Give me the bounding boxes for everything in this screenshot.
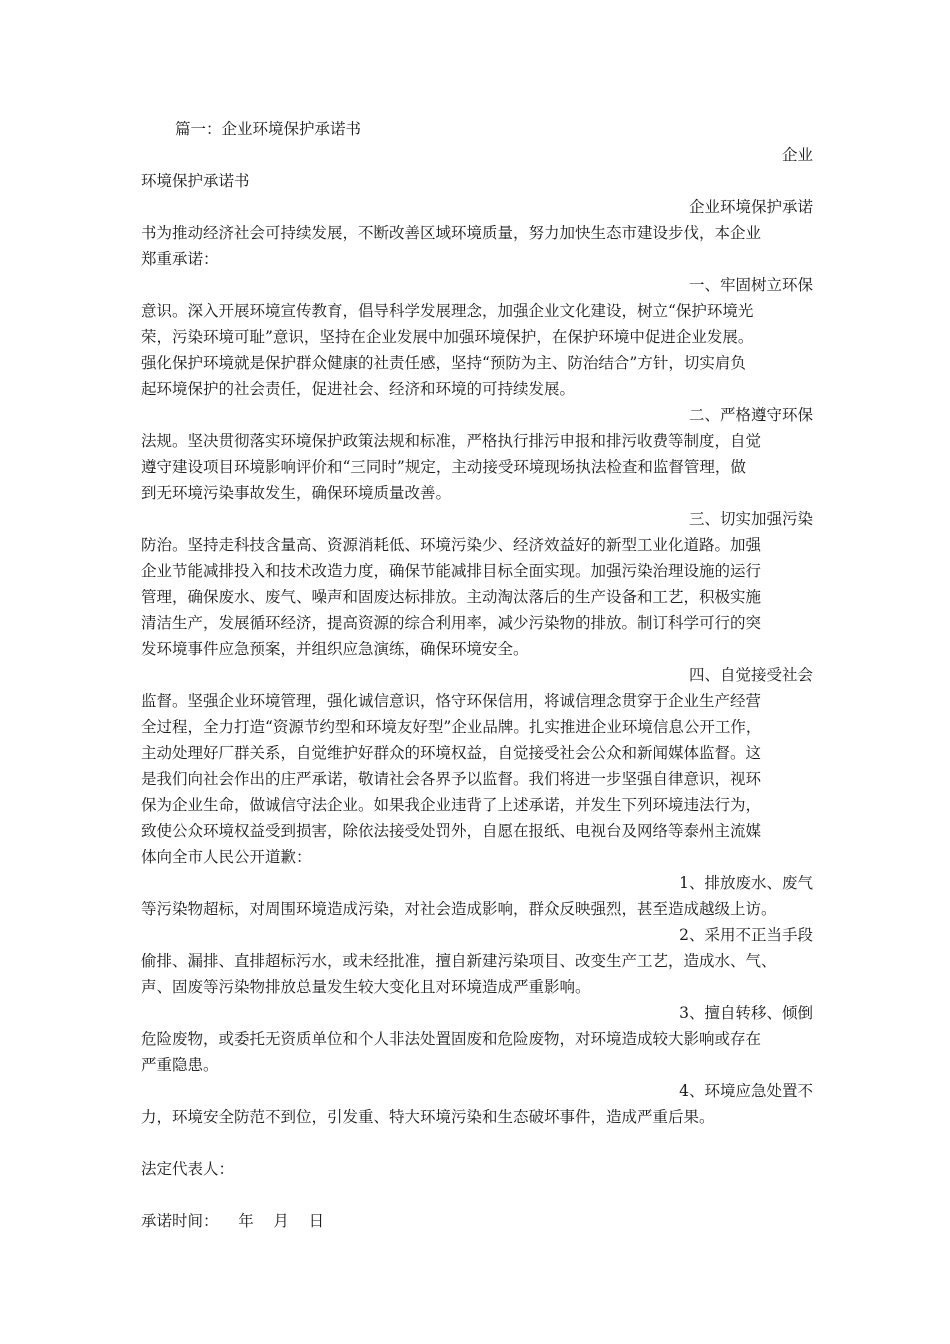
legal-representative-label: 法定代表人： — [141, 1160, 235, 1178]
document-title: 篇一：企业环境保护承诺书 — [175, 120, 362, 138]
section-1-heading: 一、牢固树立环保 — [688, 276, 813, 294]
section-1-line: 强化保护环境就是保护群众健康的社责任感，坚持“预防为主、防治结合”方针，切实肩负 — [141, 354, 746, 372]
subtitle-left: 环境保护承诺书 — [141, 172, 250, 190]
item-2-line: 声、固废等污染物排放总量发生较大变化且对环境造成严重影响。 — [141, 978, 591, 996]
section-1-line: 荣，污染环境可耻”意识，坚持在企业发展中加强环境保护，在保护环境中促进企业发展。 — [141, 328, 754, 346]
section-4-line: 体向全市人民公开道歉： — [141, 848, 312, 866]
section-3-line: 防治。坚持走科技含量高、资源消耗低、环境污染少、经济效益好的新型工业化道路。加强 — [141, 536, 762, 554]
item-3-heading: 3、擅自转移、倾倒 — [679, 1004, 813, 1022]
section-1-line: 意识。深入开展环境宣传教育，倡导科学发展理念，加强企业文化建设，树立“保护环境光 — [141, 302, 754, 320]
section-4-heading: 四、自觉接受社会 — [688, 666, 813, 684]
section-4-line: 保为企业生命，做诚信守法企业。如果我企业违背了上述承诺，并发生下列环境违法行为， — [141, 796, 762, 814]
section-3-line: 发环境事件应急预案，并组织应急演练，确保环境安全。 — [141, 640, 529, 658]
section-2-line: 法规。坚决贯彻落实环境保护政策法规和标准，严格执行排污申报和排污收费等制度，自觉 — [141, 432, 762, 450]
item-1-heading: 1、排放废水、废气 — [679, 874, 813, 892]
item-1-line: 等污染物超标，对周围环境造成污染，对社会造成影响，群众反映强烈，甚至造成越级上访。 — [141, 900, 777, 918]
item-3-line: 严重隐患。 — [141, 1056, 219, 1074]
section-1-line: 起环境保护的社会责任，促进社会、经济和环境的可持续发展。 — [141, 380, 576, 398]
commitment-date-label: 承诺时间： 年 月 日 — [141, 1212, 325, 1230]
section-4-line: 全过程，全力打造“资源节约型和环境友好型”企业品牌。扎实推进企业环境信息公开工作， — [141, 718, 762, 736]
document-page — [141, 116, 813, 1234]
section-3-line: 管理，确保废水、废气、噪声和固废达标排放。主动淘汰落后的生产设备和工艺，积极实施 — [141, 588, 762, 606]
item-4-line: 力，环境安全防范不到位，引发重、特大环境污染和生态破坏事件，造成严重后果。 — [141, 1108, 715, 1126]
section-4-line: 是我们向社会作出的庄严承诺，敬请社会各界予以监督。我们将进一步坚强自律意识，视环 — [141, 770, 762, 788]
section-4-line: 监督。坚强企业环境管理，强化诚信意识，恪守环保信用，将诚信理念贯穿于企业生产经营 — [141, 692, 762, 710]
item-2-heading: 2、采用不正当手段 — [679, 926, 813, 944]
item-2-line: 偷排、漏排、直排超标污水，或未经批准，擅自新建污染项目、改变生产工艺，造成水、气、 — [141, 952, 777, 970]
intro-line: 书为推动经济社会可持续发展，不断改善区域环境质量，努力加快生态市建设步伐，本企业 — [141, 224, 762, 242]
section-4-line: 致使公众环境权益受到损害，除依法接受处罚外，自愿在报纸、电视台及网络等泰州主流媒 — [141, 822, 762, 840]
item-4-heading: 4、环境应急处置不 — [679, 1082, 813, 1100]
section-2-line: 遵守建设项目环境影响评价和“三同时”规定，主动接受环境现场执法检查和监督管理，做 — [141, 458, 746, 476]
section-3-line: 企业节能减排投入和技术改造力度，确保节能减排目标全面实现。加强污染治理设施的运行 — [141, 562, 762, 580]
intro-line: 郑重承诺： — [141, 250, 219, 268]
section-4-line: 主动处理好厂群关系，自觉维护好群众的环境权益，自觉接受社会公众和新闻媒体监督。这 — [141, 744, 762, 762]
subtitle-right: 企业 — [781, 146, 813, 164]
section-3-line: 清洁生产，发展循环经济，提高资源的综合利用率，减少污染物的排放。制订科学可行的突 — [141, 614, 762, 632]
item-3-line: 危险废物，或委托无资质单位和个人非法处置固废和危险废物，对环境造成较大影响或存在 — [141, 1030, 762, 1048]
section-2-line: 到无环境污染事故发生，确保环境质量改善。 — [141, 484, 452, 502]
intro-heading: 企业环境保护承诺 — [688, 198, 813, 216]
section-3-heading: 三、切实加强污染 — [688, 510, 813, 528]
section-2-heading: 二、严格遵守环保 — [688, 406, 813, 424]
